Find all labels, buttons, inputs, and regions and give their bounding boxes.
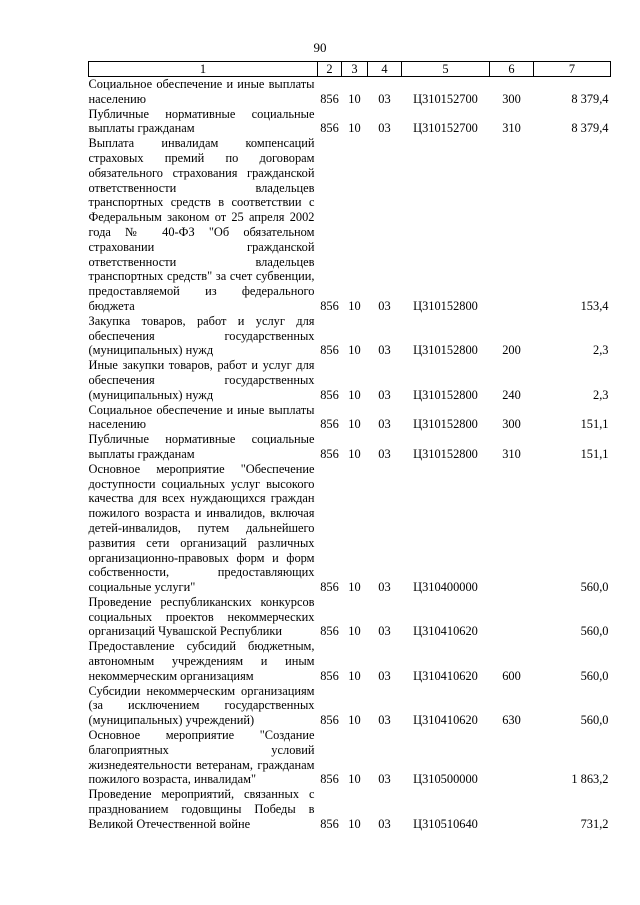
row-subsection-code: 03 bbox=[378, 816, 391, 831]
row-amount: 560,0 bbox=[580, 624, 609, 639]
row-amount: 151,1 bbox=[580, 446, 609, 461]
table-body bbox=[89, 77, 611, 832]
table-row bbox=[89, 358, 611, 402]
row-subsection-code: 03 bbox=[378, 446, 391, 461]
row-expense-type: 600 bbox=[502, 668, 521, 683]
row-expense-type: 300 bbox=[502, 91, 521, 106]
row-amount: 731,2 bbox=[580, 816, 609, 831]
row-name: Социальное обеспечение и иные выплаты населению bbox=[88, 77, 315, 106]
row-name: Иные закупки товаров, работ и услуг для обеспечения государственных (муниципальных) нужд bbox=[88, 358, 315, 402]
row-subsection-code: 03 bbox=[378, 343, 391, 358]
row-ministry-code: 856 bbox=[320, 417, 339, 432]
table-row bbox=[89, 462, 611, 595]
budget-table bbox=[88, 61, 611, 832]
table-row bbox=[89, 403, 611, 433]
row-target-article: Ц310410620 bbox=[413, 713, 478, 728]
row-subsection-code: 03 bbox=[378, 387, 391, 402]
column-header: 1 bbox=[89, 62, 318, 77]
row-expense-type: 300 bbox=[502, 417, 521, 432]
row-ministry-code: 856 bbox=[320, 624, 339, 639]
row-expense-type bbox=[490, 728, 534, 787]
row-ministry-code: 856 bbox=[320, 343, 339, 358]
row-ministry-code: 856 bbox=[320, 713, 339, 728]
row-amount: 1 863,2 bbox=[571, 772, 609, 787]
row-ministry-code: 856 bbox=[320, 387, 339, 402]
row-amount: 151,1 bbox=[580, 417, 609, 432]
row-ministry-code: 856 bbox=[320, 446, 339, 461]
row-expense-type: 310 bbox=[502, 446, 521, 461]
row-name: Проведение мероприятий, связанных с празднованием годовщины Победы в Великой Отечественной войне bbox=[88, 787, 315, 831]
header-row bbox=[89, 62, 611, 77]
row-target-article: Ц310400000 bbox=[413, 580, 478, 595]
row-ministry-code: 856 bbox=[320, 816, 339, 831]
row-section-code: 10 bbox=[348, 772, 361, 787]
row-target-article: Ц310410620 bbox=[413, 668, 478, 683]
table-row bbox=[89, 684, 611, 728]
row-section-code: 10 bbox=[348, 343, 361, 358]
row-ministry-code: 856 bbox=[320, 772, 339, 787]
row-expense-type: 240 bbox=[502, 387, 521, 402]
row-section-code: 10 bbox=[348, 417, 361, 432]
column-header: 2 bbox=[318, 62, 342, 77]
row-amount: 2,3 bbox=[593, 343, 609, 358]
row-expense-type: 310 bbox=[502, 121, 521, 136]
column-header: 3 bbox=[342, 62, 368, 77]
table-row bbox=[89, 432, 611, 462]
row-target-article: Ц310152700 bbox=[413, 121, 478, 136]
row-name: Публичные нормативные социальные выплаты гражданам bbox=[88, 432, 315, 461]
row-target-article: Ц310152800 bbox=[413, 387, 478, 402]
row-ministry-code: 856 bbox=[320, 121, 339, 136]
row-amount: 8 379,4 bbox=[571, 121, 609, 136]
row-ministry-code: 856 bbox=[320, 580, 339, 595]
row-ministry-code: 856 bbox=[320, 91, 339, 106]
row-amount: 2,3 bbox=[593, 387, 609, 402]
row-expense-type bbox=[490, 787, 534, 831]
row-section-code: 10 bbox=[348, 91, 361, 106]
row-section-code: 10 bbox=[348, 387, 361, 402]
row-subsection-code: 03 bbox=[378, 298, 391, 313]
row-target-article: Ц310152800 bbox=[413, 298, 478, 313]
row-amount: 560,0 bbox=[580, 580, 609, 595]
row-target-article: Ц310500000 bbox=[413, 772, 478, 787]
table-row bbox=[89, 787, 611, 831]
row-name: Основное мероприятие "Обеспечение доступности социальных услуг высокого качества для всех нуждающихся граждан пожилого возраста и инвалидов, включая детей-инвалидов, путем дальнейшего развития сети организаций различных организационно-правовых форм и форм собственности, предоставляющих социальные услуги" bbox=[88, 461, 315, 595]
table-row bbox=[89, 639, 611, 683]
table-row bbox=[89, 136, 611, 314]
row-section-code: 10 bbox=[348, 713, 361, 728]
row-subsection-code: 03 bbox=[378, 624, 391, 639]
row-name: Предоставление субсидий бюджетным, автономным учреждениям и иным некоммерческим организациям bbox=[88, 639, 315, 683]
table-row bbox=[89, 314, 611, 358]
row-subsection-code: 03 bbox=[378, 713, 391, 728]
row-name: Публичные нормативные социальные выплаты гражданам bbox=[88, 106, 315, 136]
table-row bbox=[89, 595, 611, 639]
column-header: 4 bbox=[368, 62, 402, 77]
row-name: Субсидии некоммерческим организациям (за исключением государственных (муниципальных) учреждений) bbox=[88, 683, 315, 728]
row-target-article: Ц310410620 bbox=[413, 624, 478, 639]
row-amount: 560,0 bbox=[580, 668, 609, 683]
row-section-code: 10 bbox=[348, 816, 361, 831]
row-target-article: Ц310152800 bbox=[413, 446, 478, 461]
row-expense-type bbox=[490, 462, 534, 595]
page-number: 90 bbox=[313, 40, 327, 55]
row-name: Закупка товаров, работ и услуг для обеспечения государственных (муниципальных) нужд bbox=[88, 313, 315, 358]
row-expense-type: 200 bbox=[502, 343, 521, 358]
row-name: Основное мероприятие "Создание благоприятных условий жизнедеятельности ветеранам, гражданам пожилого возраста, инвалидам" bbox=[88, 728, 315, 787]
table-row bbox=[89, 728, 611, 787]
row-name: Проведение республиканских конкурсов социальных проектов некоммерческих организаций Чувашской Республики bbox=[88, 594, 315, 639]
row-section-code: 10 bbox=[348, 121, 361, 136]
row-section-code: 10 bbox=[348, 580, 361, 595]
row-amount: 153,4 bbox=[580, 298, 609, 313]
row-name: Выплата инвалидам компенсаций страховых премий по договорам обязательного страхования гражданской ответственности владельцев транспортных средств в соответствии с Федеральным законом от 25 апреля 2002 года № 40-ФЗ "Об обязательном страховании гражданской ответственности владельцев транспортных средств" за счет субвенции, предоставляемой из федерального бюджета bbox=[88, 136, 315, 313]
column-header: 6 bbox=[490, 62, 534, 77]
row-ministry-code: 856 bbox=[320, 298, 339, 313]
row-section-code: 10 bbox=[348, 446, 361, 461]
row-section-code: 10 bbox=[348, 298, 361, 313]
row-ministry-code: 856 bbox=[320, 668, 339, 683]
row-subsection-code: 03 bbox=[378, 121, 391, 136]
row-section-code: 10 bbox=[348, 624, 361, 639]
table-row bbox=[89, 107, 611, 137]
row-amount: 8 379,4 bbox=[571, 91, 609, 106]
table-header bbox=[89, 62, 611, 77]
row-target-article: Ц310510640 bbox=[413, 816, 478, 831]
row-subsection-code: 03 bbox=[378, 772, 391, 787]
row-subsection-code: 03 bbox=[378, 417, 391, 432]
row-subsection-code: 03 bbox=[378, 668, 391, 683]
column-header: 7 bbox=[534, 62, 611, 77]
row-subsection-code: 03 bbox=[378, 91, 391, 106]
row-target-article: Ц310152800 bbox=[413, 343, 478, 358]
row-target-article: Ц310152700 bbox=[413, 91, 478, 106]
row-name: Социальное обеспечение и иные выплаты населению bbox=[88, 402, 315, 432]
column-header: 5 bbox=[402, 62, 490, 77]
row-target-article: Ц310152800 bbox=[413, 417, 478, 432]
row-expense-type bbox=[490, 136, 534, 314]
row-section-code: 10 bbox=[348, 668, 361, 683]
row-subsection-code: 03 bbox=[378, 580, 391, 595]
row-amount: 560,0 bbox=[580, 713, 609, 728]
row-expense-type bbox=[490, 595, 534, 639]
row-expense-type: 630 bbox=[502, 713, 521, 728]
table-row bbox=[89, 77, 611, 107]
